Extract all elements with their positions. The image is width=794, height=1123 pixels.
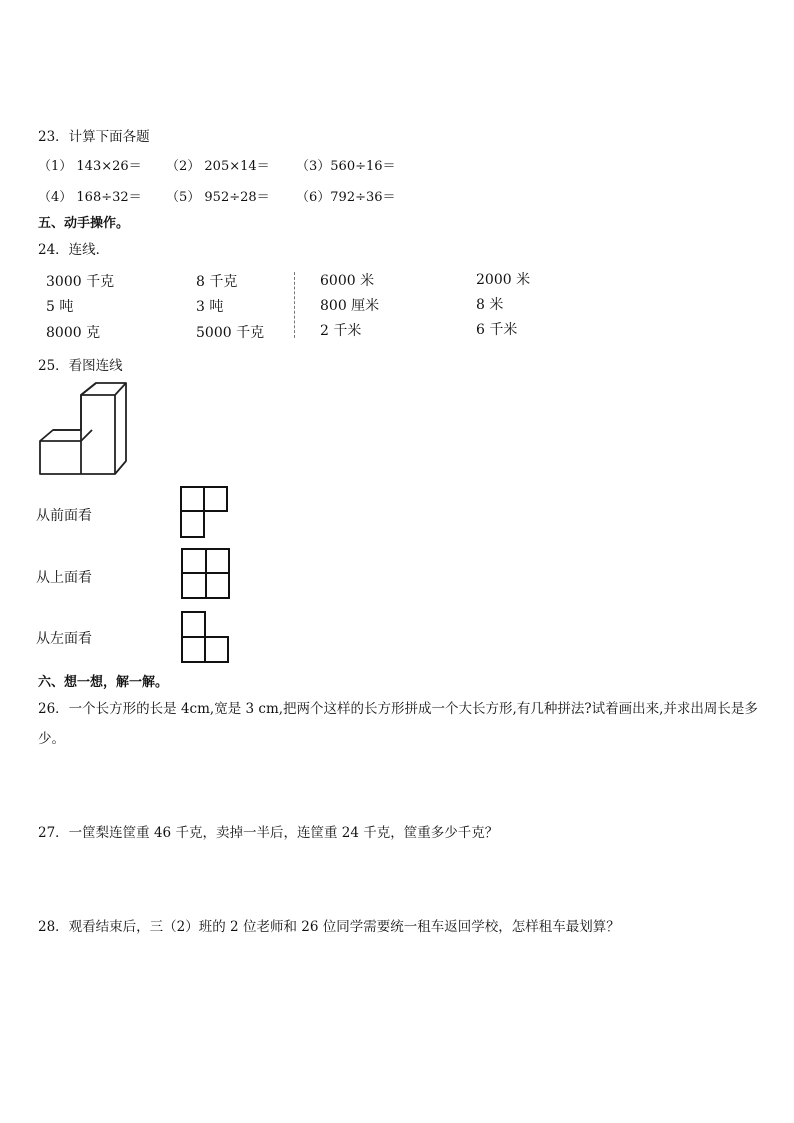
q28-text: 28．观看结束后，三（2）班的 2 位老师和 26 位同学需要统一租车返回学校，怎样租车最划算？ — [38, 919, 620, 935]
section-6-heading: 六、想一想，解一解。 — [38, 675, 169, 690]
section-5-heading: 五、动手操作。 — [38, 216, 130, 231]
view-top-label: 从上面看 — [36, 570, 92, 586]
q24-right-col2-item-3: 6 千米 — [476, 322, 518, 338]
q24-right-col2-item-2: 8 米 — [476, 297, 504, 313]
q23-item-2: （2） 205×14＝ — [166, 159, 270, 174]
q26-line-2: 少。 — [38, 731, 65, 747]
q26-line-1: 26．一个长方形的长是 4cm,宽是 3 cm,把两个这样的长方形拼成一个大长方形,有几种拼法?试着画出来,并求出周长是多 — [38, 701, 758, 717]
q23-item-1: （1） 143×26＝ — [38, 159, 142, 174]
q23-item-3: （3）560÷16＝ — [296, 159, 396, 174]
q27-text: 27．一筐梨连筐重 46 千克，卖掉一半后，连筐重 24 千克，筐重多少千克？ — [38, 825, 499, 841]
q24-title: 24．连线． — [38, 242, 110, 258]
q24-right-col2-item-1: 2000 米 — [476, 272, 531, 288]
q24-right-col1-item-3: 2 千米 — [320, 323, 362, 339]
q24-left-col1-item-3: 8000 克 — [46, 325, 101, 341]
top-view-shape — [182, 549, 229, 598]
front-view-shape — [181, 487, 227, 537]
q24-right-col1-item-1: 6000 米 — [320, 273, 375, 289]
q24-left-col2-item-3: 5000 千克 — [196, 325, 265, 341]
q24-left-col2-item-2: 3 吨 — [196, 299, 224, 315]
q23-item-5: （5） 952÷28＝ — [166, 190, 270, 205]
q24-left-col1-item-1: 3000 千克 — [46, 274, 115, 290]
view-front-label: 从前面看 — [36, 508, 92, 524]
q23-title: 23．计算下面各题 — [38, 129, 150, 145]
left-view-shape — [182, 612, 228, 662]
q23-item-6: （6）792÷36＝ — [296, 190, 396, 205]
q24-left-col1-item-2: 5 吨 — [46, 299, 74, 315]
q24-left-col2-item-1: 8 千克 — [196, 274, 238, 290]
q25-title: 25．看图连线 — [38, 358, 123, 374]
q23-item-4: （4） 168÷32＝ — [38, 190, 142, 205]
view-left-label: 从左面看 — [36, 631, 92, 647]
q24-right-col1-item-2: 800 厘米 — [320, 298, 380, 314]
